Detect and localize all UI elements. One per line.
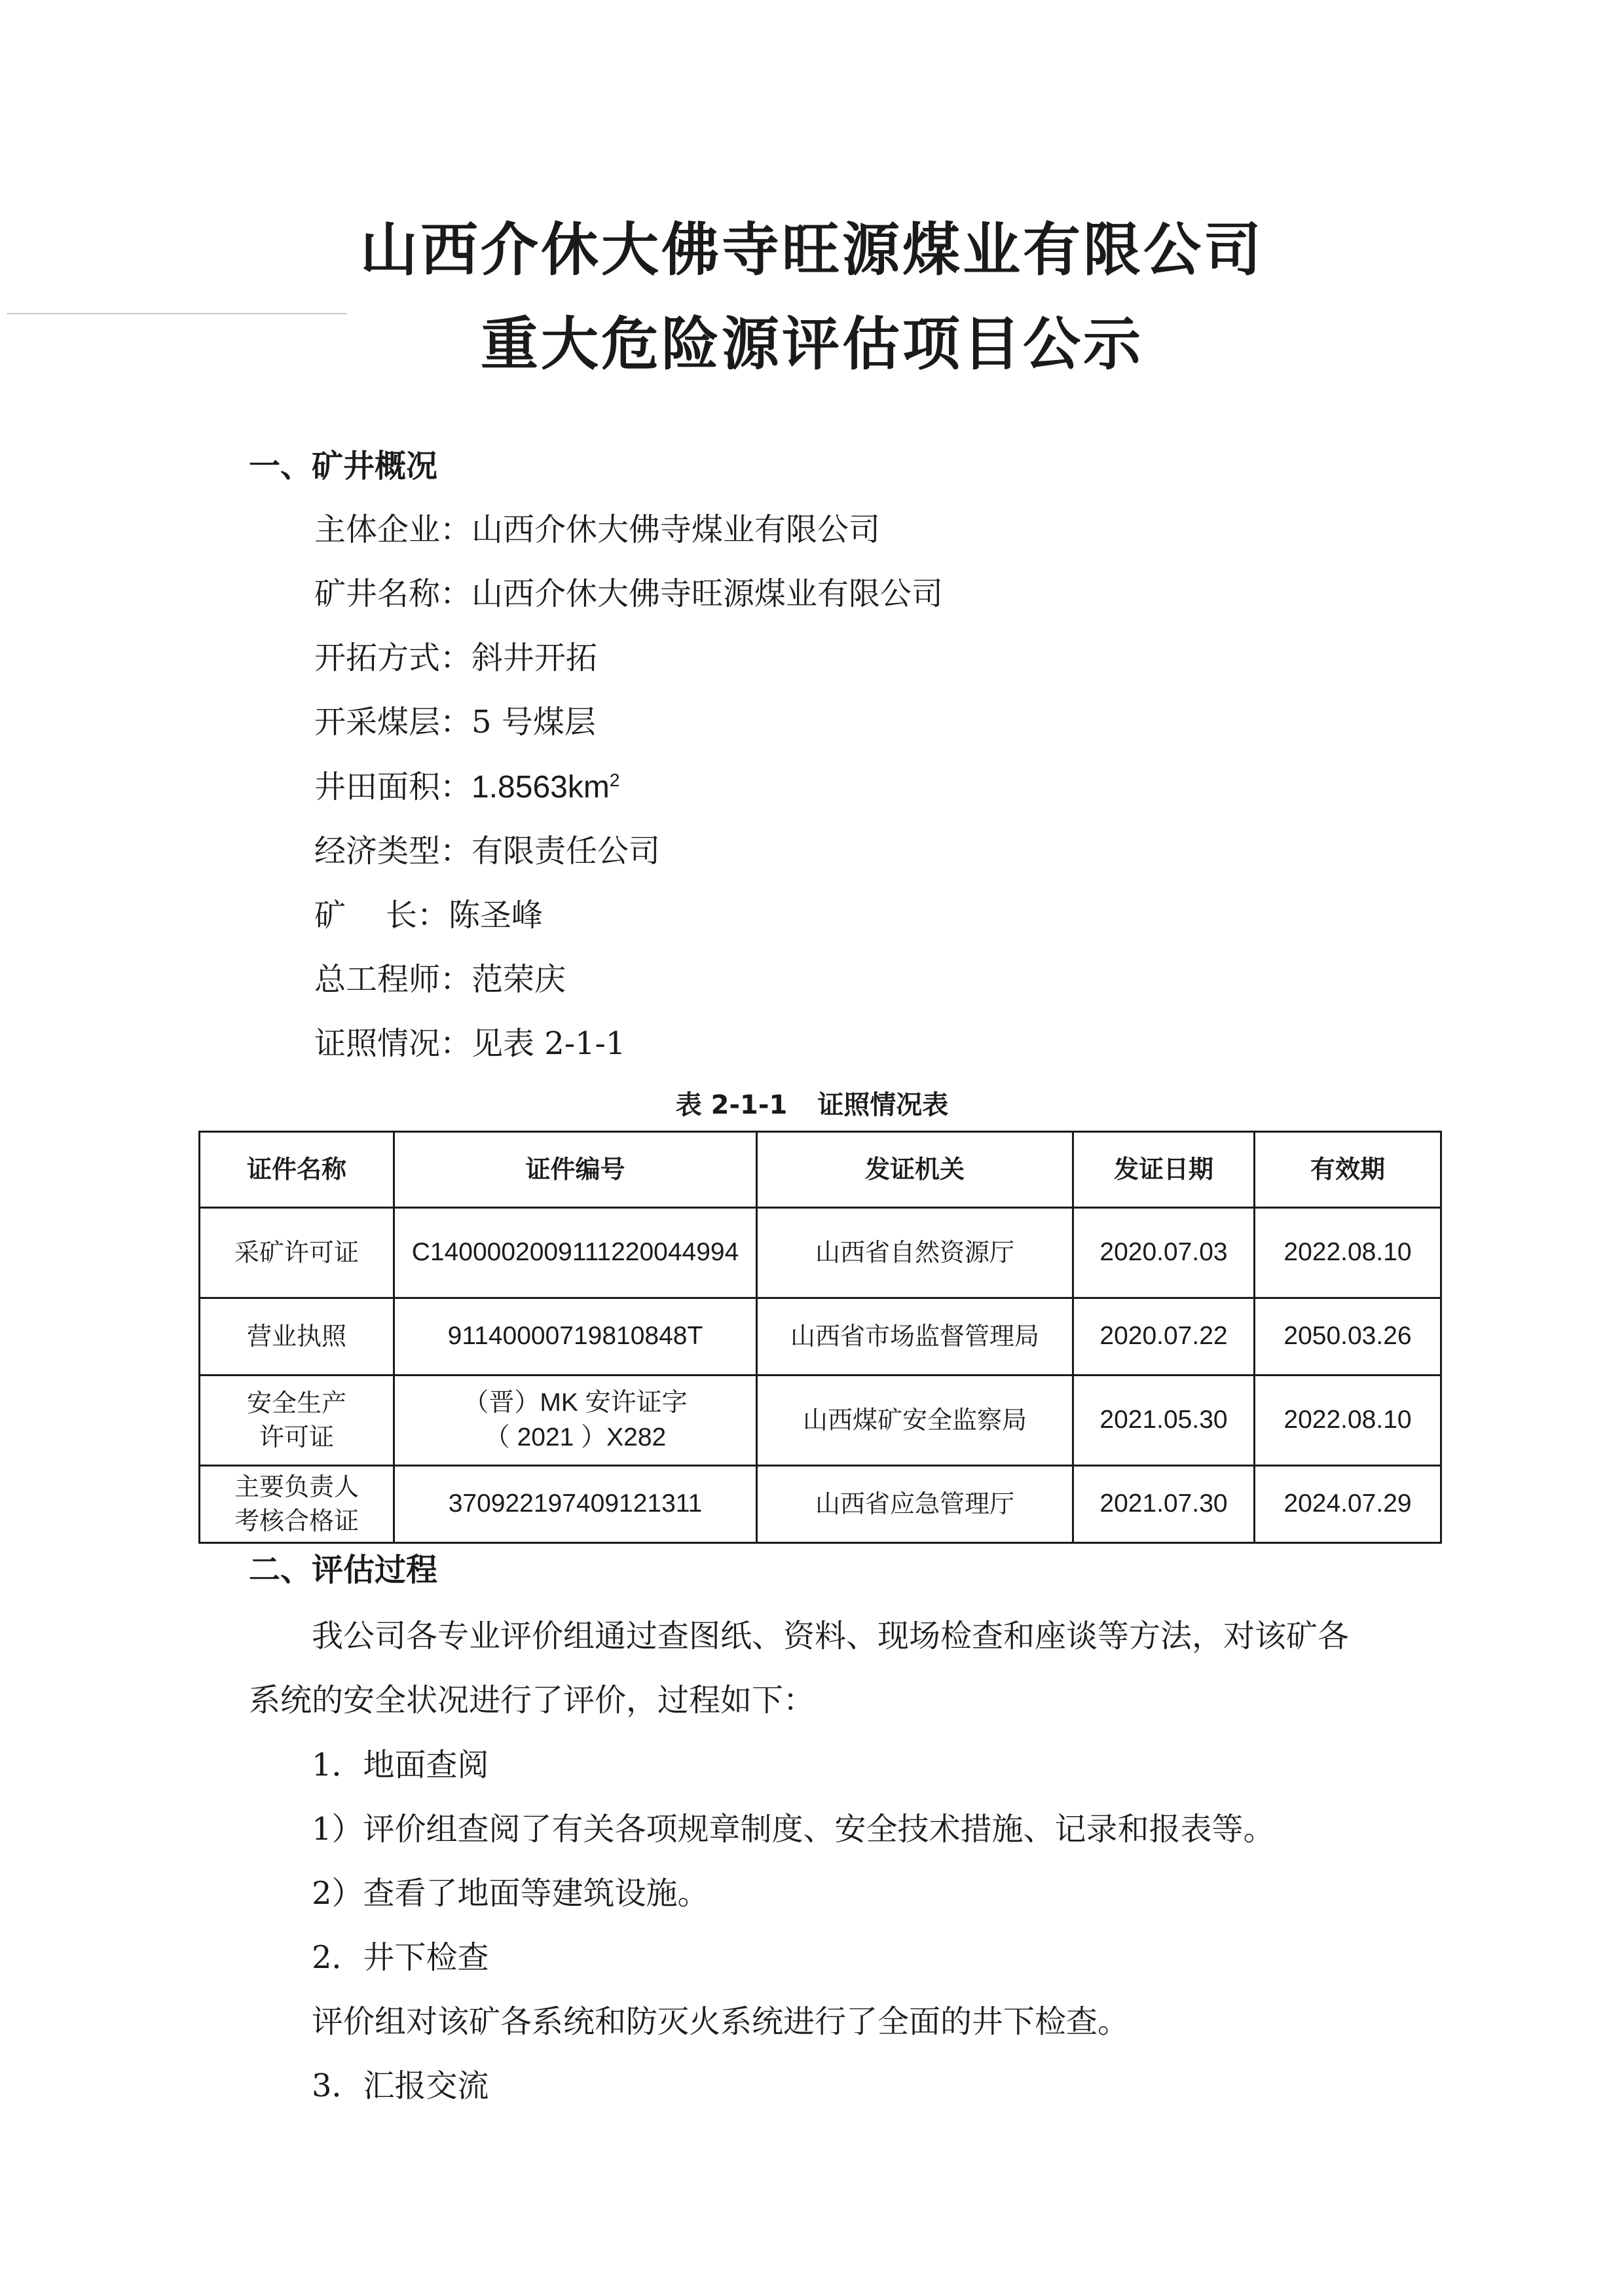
paragraph-intro-line-1: 我公司各专业评价组通过查图纸、资料、现场检查和座谈等方法，对该矿各 [312,1618,1350,1654]
table-caption [0,1092,1624,1118]
column-header: 发证机关 [757,1132,1073,1208]
field-value: 范荣庆 [471,961,566,998]
field-mine-director [314,897,544,934]
table-cell: 山西省应急管理厅 [757,1466,1073,1543]
table-row [200,1298,1441,1376]
field-label: 开拓方式： [314,640,472,676]
field-value: 5 号煤层 [471,704,596,740]
table-cell: 2021.07.30 [1073,1466,1255,1543]
section-1-heading: 一、矿井概况 [249,448,438,484]
field-development-method [314,642,597,674]
table-cell: 2022.08.10 [1255,1376,1441,1466]
table-cell: 2024.07.29 [1255,1466,1441,1543]
table-cell: 采矿许可证 [200,1208,394,1298]
paragraph-underground: 评价组对该矿各系统和防灭火系统进行了全面的井下检查。 [312,2003,1130,2040]
field-coal-seam [314,706,596,738]
field-label: 总工程师： [314,961,472,998]
table-cell: 2020.07.22 [1073,1298,1255,1376]
table-row [200,1376,1441,1466]
field-label: 开采煤层： [314,704,472,740]
table-cell: 营业执照 [200,1298,394,1376]
table-row [200,1208,1441,1298]
table-cell: 2022.08.10 [1255,1208,1441,1298]
table-cell: 2020.07.03 [1073,1208,1255,1298]
subheading-report-exchange: 3．汇报交流 [312,2068,489,2104]
field-mine-name [314,575,944,612]
table-cell: 370922197409121311 [394,1466,757,1543]
table-cell: 2021.05.30 [1073,1376,1255,1466]
paragraph-intro-line-2: 系统的安全状况进行了评价，过程如下： [249,1682,815,1719]
title-line-2: 重大危险源评估项目公示 [480,310,1143,378]
table-cell: 山西省市场监督管理局 [757,1298,1073,1376]
field-mine-area [314,771,619,803]
field-value: 山西介休大佛寺旺源煤业有限公司 [471,575,944,612]
column-header: 发证日期 [1073,1132,1255,1208]
field-label: 经济类型： [314,833,472,869]
field-chief-engineer [314,961,566,998]
title-line-1: 山西介休大佛寺旺源煤业有限公司 [360,216,1264,283]
table-row [200,1466,1441,1543]
table-caption-text: 证照情况表 [817,1090,949,1120]
column-header: 证件名称 [200,1132,394,1208]
column-header: 证件编号 [394,1132,757,1208]
list-item: 2）查看了地面等建筑设施。 [312,1875,709,1912]
field-label: 矿井名称： [314,575,472,612]
field-value: 有限责任公司 [471,833,661,869]
table-cell: 91140000719810848T [394,1298,757,1376]
table-cell: C1400002009111220044994 [394,1208,757,1298]
list-item: 1）评价组查阅了有关各项规章制度、安全技术措施、记录和报表等。 [312,1811,1275,1848]
table-cell: （晋）MK 安许证字 （ 2021 ）X282 [394,1376,757,1466]
table-cell: 山西煤矿安全监察局 [757,1376,1073,1466]
field-label: 矿 长： [314,897,449,934]
field-value: 见表 2-1-1 [471,1025,626,1062]
field-label: 主体企业： [314,511,472,548]
field-value: 斜井开拓 [471,640,598,676]
field-label: 证照情况： [314,1025,472,1062]
field-value: 山西介休大佛寺煤业有限公司 [471,511,881,548]
table-cell: 山西省自然资源厅 [757,1208,1073,1298]
table-cell: 2050.03.26 [1255,1298,1441,1376]
column-header: 有效期 [1255,1132,1441,1208]
field-license-status [314,1025,626,1062]
field-economic-type [314,835,660,867]
table-cell: 主要负责人 考核合格证 [200,1466,394,1543]
table-header-row [200,1132,1441,1208]
superscript: 2 [609,770,620,790]
field-value: 1.8563km [471,770,610,805]
section-2-heading: 二、评估过程 [249,1552,438,1588]
table-cell: 安全生产 许可证 [200,1376,394,1466]
scan-artifact [7,313,347,314]
field-value: 陈圣峰 [449,897,544,934]
field-main-enterprise [314,511,881,548]
table-caption-number: 表 2-1-1 [675,1090,788,1120]
license-table [198,1131,1442,1544]
subheading-underground-inspection: 2．井下检查 [312,1939,489,1976]
subheading-surface-review: 1．地面查阅 [312,1747,489,1783]
field-label: 井田面积： [314,769,472,805]
